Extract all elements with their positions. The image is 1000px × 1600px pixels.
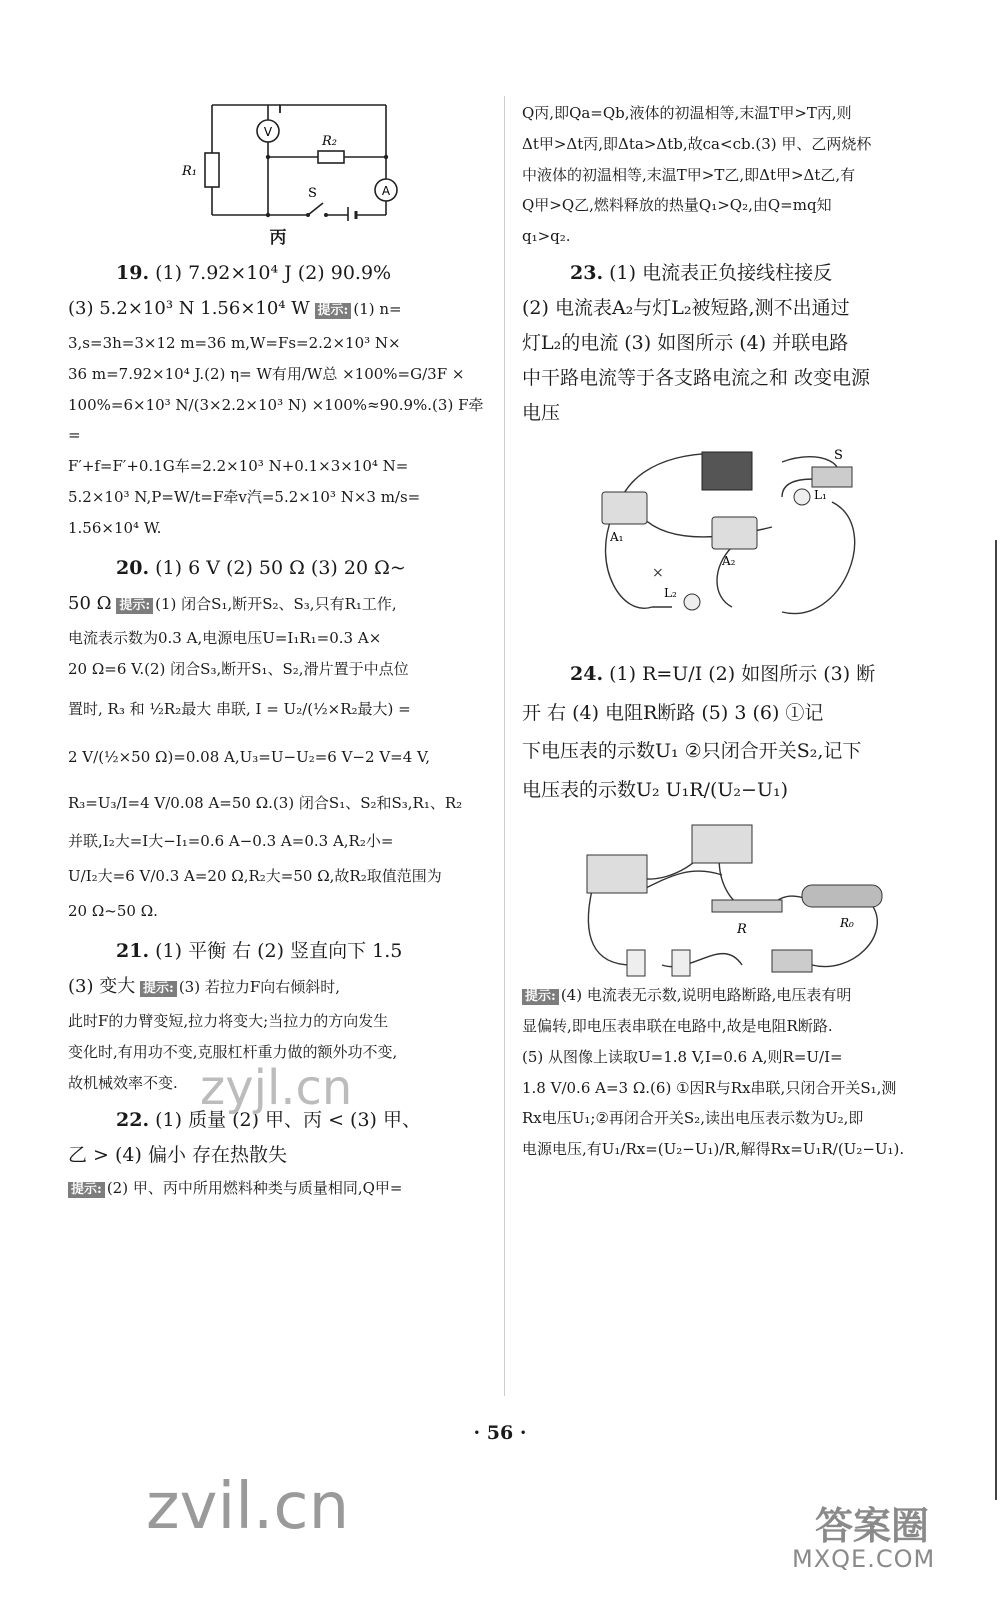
answer-22-continued xyxy=(522,98,942,252)
question-number: 19. xyxy=(116,262,150,284)
hint-text: 置时, R₃ 和 ½R₂最大 串联, I = U₂/(½×R₂最大) = xyxy=(68,699,411,718)
answer-text: 50 Ω xyxy=(68,593,112,615)
hint-text: 3,s=3h=3×12 m=36 m,W=Fs=2.2×10³ N× xyxy=(68,334,401,353)
question-number: 20. xyxy=(116,557,150,580)
figure-caption-bing: 丙 xyxy=(269,228,287,248)
answer-text: (1) 平衡 右 (2) 竖直向下 1.5 xyxy=(155,940,403,963)
hint-text: q₁>q₂. xyxy=(522,227,571,245)
answer-text: 电压表的示数U₂ U₁R/(U₂−U₁) xyxy=(522,778,789,801)
answer-22 xyxy=(68,1103,488,1204)
hint-text: (1) 闭合S₁,断开S₂、S₃,只有R₁工作, xyxy=(155,595,397,614)
ammeter-icon xyxy=(587,855,647,893)
answer-text: (3) 5.2×10³ N 1.56×10⁴ W xyxy=(68,298,310,320)
hint-text: Rx电压U₁;②再闭合开关S₂,读出电压表示数为U₂,即 xyxy=(522,1109,864,1128)
question-number: 24. xyxy=(570,663,604,686)
hint-label: 提示: xyxy=(116,598,153,614)
hint-text: 此时F的力臂变短,拉力将变大;当拉力的方向发生 xyxy=(68,1012,389,1031)
answer-text: (3) 变大 xyxy=(68,976,136,998)
hint-text: (2) 甲、丙中所用燃料种类与质量相同,Q甲= xyxy=(106,1178,403,1197)
hint-text: 2 V/(½×50 Ω)=0.08 A,U₃=U−U₂=6 V−2 V=4 V, xyxy=(68,747,431,766)
hint-text: 电源电压,有U₁/Rx=(U₂−U₁)/R,解得Rx=U₁R/(U₂−U₁). xyxy=(522,1140,905,1159)
watermark-site: MXQE.COM xyxy=(792,1545,936,1573)
hint-text: 5.2×10³ N,P=W/t=F牵v汽=5.2×10³ N×3 m/s= xyxy=(68,487,421,506)
answer-text: 下电压表的示数U₁ ②只闭合开关S₂,记下 xyxy=(522,740,862,763)
hint-text: (1) n= xyxy=(353,300,402,319)
hint-text: Q丙,即Qa=Qb,液体的初温相等,末温T甲>T丙,则 xyxy=(522,104,852,122)
hint-text: 100%=6×10³ N/(3×2.2×10³ N) ×100%≈90.9%.(3) F牵= xyxy=(68,395,484,445)
answer-23 xyxy=(522,256,942,648)
fig-label-r0: R₀ xyxy=(840,916,854,931)
hint-label: 提示: xyxy=(140,981,177,997)
answer-text: 中干路电流等于各支路电流之和 改变电源 xyxy=(522,367,871,390)
question-number: 21. xyxy=(116,940,150,963)
hint-text: 变化时,有用功不变,克服杠杆重力做的额外功不变, xyxy=(68,1043,398,1062)
left-column xyxy=(68,0,488,1204)
ammeter-label: A xyxy=(381,184,391,198)
hint-text: 1.8 V/0.6 A=3 Ω.(6) ①因R与Rx串联,只闭合开关S₁,测 xyxy=(522,1078,897,1097)
hint-text: (3) 若拉力F向右倾斜时, xyxy=(178,978,341,997)
hint-text: (5) 从图像上读取U=1.8 V,I=0.6 A,则R=U/I= xyxy=(522,1047,843,1066)
answer-19 xyxy=(68,256,488,543)
answer-text: (1) 电流表正负接线柱接反 xyxy=(609,261,833,284)
hint-text: 20 Ω=6 V.(2) 闭合S₃,断开S₁、S₂,滑片置于中点位 xyxy=(68,660,409,679)
fig-label-r: R xyxy=(737,922,747,938)
circuit-photo-23 xyxy=(582,437,882,647)
hint-text: 20 Ω~50 Ω. xyxy=(68,901,158,920)
battery-cell-icon xyxy=(672,950,690,976)
answer-text: (2) 电流表A₂与灯L₂被短路,测不出通过 xyxy=(522,296,850,319)
answer-text: (1) 7.92×10⁴ J (2) 90.9% xyxy=(155,262,392,284)
ammeter-a2-icon xyxy=(712,517,757,549)
ammeter-a1-icon xyxy=(602,492,647,524)
circuit-photo-24 xyxy=(572,815,892,980)
switch-icon xyxy=(772,950,812,972)
page-edge-line xyxy=(995,540,997,1500)
resistor-r-icon xyxy=(712,900,782,912)
answer-text: 乙 > (4) 偏小 存在热散失 xyxy=(68,1143,287,1166)
hint-text: 并联,I₂大=I大−I₁=0.6 A−0.3 A=0.3 A,R₂小= xyxy=(68,831,394,850)
page-number: · 56 · xyxy=(473,1422,527,1444)
switch-icon xyxy=(812,467,852,487)
hint-label: 提示: xyxy=(315,303,352,319)
watermark-bottom: zvil.cn xyxy=(146,1470,350,1544)
hint-text: Δt甲>Δt丙,即Δta>Δtb,故ca<cb.(3) 甲、乙两烧杯 xyxy=(522,134,872,153)
answer-text: (1) R=U/I (2) 如图所示 (3) 断 xyxy=(609,663,876,686)
rheostat-icon xyxy=(802,885,882,907)
answer-text: 电压 xyxy=(522,402,561,425)
hint-label: 提示: xyxy=(68,1182,105,1198)
answer-text: 开 右 (4) 电阻R断路 (5) 3 (6) ①记 xyxy=(522,701,824,724)
question-number: 23. xyxy=(570,261,604,284)
fig-label-l2: L₂ xyxy=(664,586,677,601)
hint-text: 中液体的初温相等,末温T甲>T乙,即Δt甲>Δt乙,有 xyxy=(522,165,856,184)
switch-label: S xyxy=(308,186,317,201)
answer-24 xyxy=(522,657,942,1164)
hint-text: F′+f=F′+0.1G车=2.2×10³ N+0.1×3×10⁴ N= xyxy=(68,457,409,476)
right-column xyxy=(522,98,942,1165)
r2-label: R₂ xyxy=(322,134,337,149)
svg-text:×: × xyxy=(652,565,664,582)
answer-20 xyxy=(68,551,488,926)
circuit-diagram-bing xyxy=(148,95,408,221)
hint-text: 电流表示数为0.3 A,电源电压U=I₁R₁=0.3 A× xyxy=(68,629,382,648)
answer-text: (1) 质量 (2) 甲、丙 < (3) 甲、 xyxy=(155,1108,422,1131)
bulb-l1-icon xyxy=(794,489,810,505)
voltmeter-label: V xyxy=(263,125,273,139)
hint-text: R₃=U₃/I=4 V/0.08 A=50 Ω.(3) 闭合S₁、S₂和S₃,R₁、R₂ xyxy=(68,793,463,812)
hint-text: 显偏转,即电压表串联在电路中,故是电阻R断路. xyxy=(522,1017,833,1036)
fig-label-l1: L₁ xyxy=(814,488,827,503)
hint-text: 36 m=7.92×10⁴ J.(2) η= W有用/W总 ×100%=G/3F × xyxy=(68,364,465,383)
watermark-middle: zyjl.cn xyxy=(200,1060,353,1116)
battery-cell-icon xyxy=(627,950,645,976)
hint-label: 提示: xyxy=(522,989,559,1005)
fig-label-s: S xyxy=(834,448,843,464)
answer-text: (1) 6 V (2) 50 Ω (3) 20 Ω~ xyxy=(155,557,406,580)
answer-text: 灯L₂的电流 (3) 如图所示 (4) 并联电路 xyxy=(522,332,849,355)
bulb-l2-icon xyxy=(684,594,700,610)
r1-label: R₁ xyxy=(182,164,197,179)
battery-icon xyxy=(702,452,752,490)
column-divider xyxy=(504,96,505,1396)
hint-text: Q甲>Q乙,燃料释放的热量Q₁>Q₂,由Q=mq知 xyxy=(522,196,832,215)
fig-label-a1: A₁ xyxy=(610,530,624,545)
watermark-logo: 答案圈 xyxy=(815,1504,930,1548)
hint-text: U/I₂大=6 V/0.3 A=20 Ω,R₂大=50 Ω,故R₂取值范围为 xyxy=(68,866,442,885)
question-number: 22. xyxy=(116,1108,150,1131)
voltmeter-icon xyxy=(692,825,752,863)
fig-label-a2: A₂ xyxy=(722,554,736,569)
hint-text: (4) 电流表无示数,说明电路断路,电压表有明 xyxy=(560,986,852,1005)
hint-text: 故机械效率不变. xyxy=(68,1073,178,1092)
hint-text: 1.56×10⁴ W. xyxy=(68,518,162,537)
